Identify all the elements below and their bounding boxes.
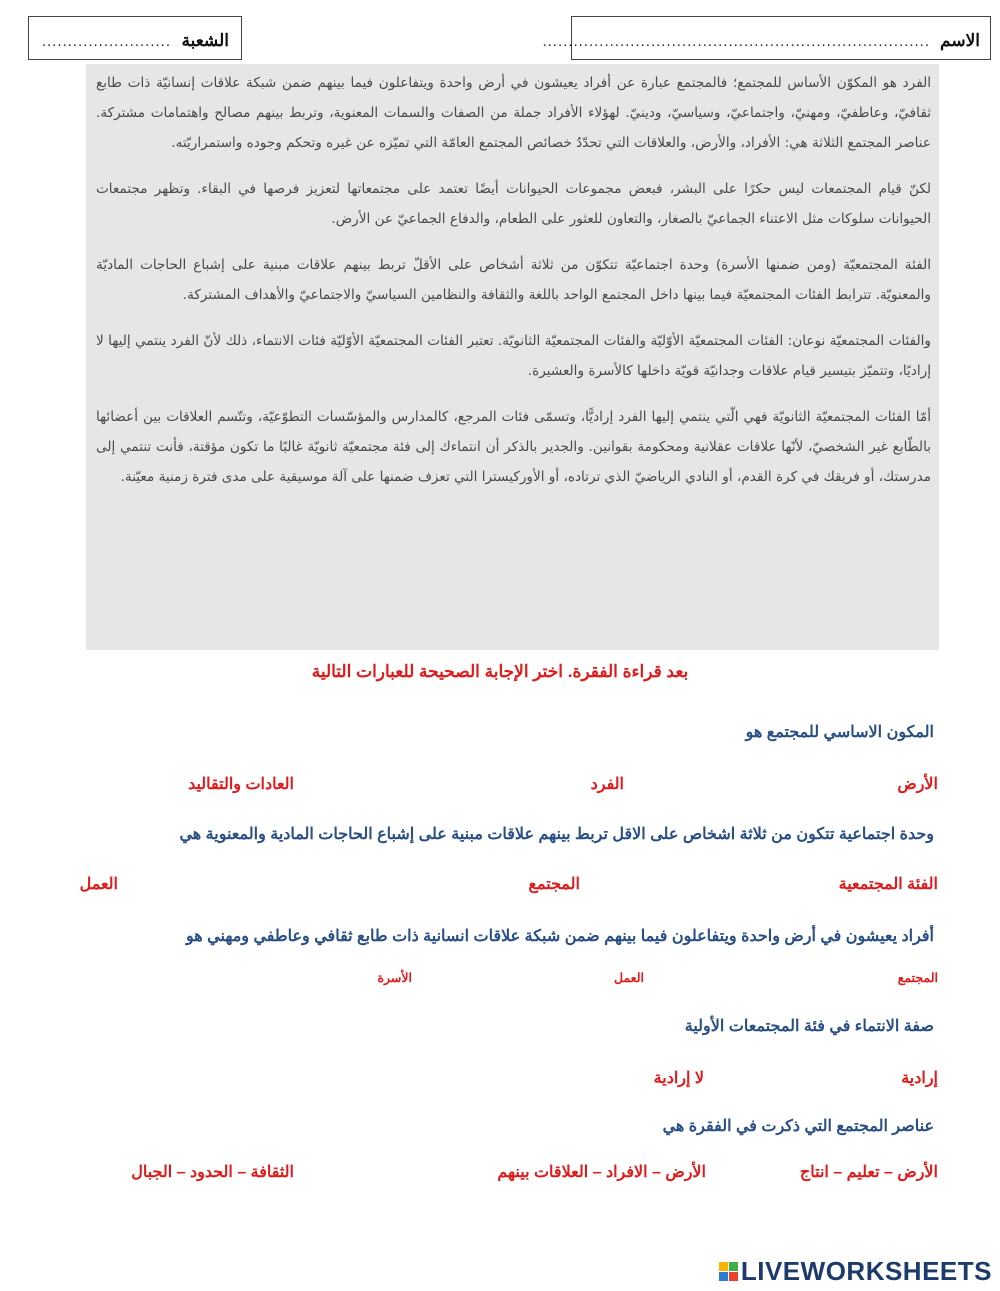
- q2-option-3[interactable]: العمل: [79, 876, 118, 893]
- question-2: وحدة اجتماعية تتكون من ثلاثة اشخاص على الاقل تربط بينهم علاقات مبنية على إشباع الحاجات المادية والمعنوية هي: [179, 826, 934, 843]
- q4-option-2[interactable]: لا إرادية: [653, 1070, 704, 1087]
- passage-paragraph: لكنّ قيام المجتمعات ليس حكرًا على البشر، فبعض مجموعات الحيوانات أيضًا تعتمد على مجتمعاتها لتعزيز فرصها في البقاء. وتظهر مجتمعات الحيوانات سلوكات مثل الاعتناء الجماعيّ بالصغار، والتعاون للعثور على الطعام، والدفاع الجماعيّ عن الأرض.: [96, 181, 931, 227]
- question-4: صفة الانتماء في فئة المجتمعات الأولية: [684, 1018, 934, 1035]
- passage-paragraph: الفئة المجتمعيّة (ومن ضمنها الأسرة) وحدة اجتماعيّة تتكوّن من ثلاثة أشخاص على الأقلّ تربط بينهم علاقات مبنية على إشباع الحاجات الماديّة والمعنويّة. تترابط الفئات المجتمعيّة فيما بينها داخل المجتمع الواحد باللغة والثقافة والنظامين السياسيّ والاجتماعيّ والأهداف المشتركة.: [96, 257, 931, 303]
- passage-paragraph: أمّا الفئات المجتمعيّة الثانويّة فهي الّتي ينتمي إليها الفرد إراديًّا، وتسمّى فئات المرجع، كالمدارس والمؤسّسات التطوّعيّة، وتتّسم العلاقات بين أعضائها بالطّابع غير الشخصيّ، لأنّها علاقات عقلانية ومحكومة بقوانين. والجدير بالذكر أن انتماءك إلى فئة مجتمعيّة ثانويّة غالبًا ما تكون مؤقتة، فأنت تنتمي إلى مدرستك، أو فريقك في كرة القدم، أو النادي الرياضيّ الذي ترتاده، أو الأوركيسترا التي تعزف ضمنها على آلة موسيقية على مدى فترة زمنية معيّنة.: [96, 409, 931, 485]
- q2-option-2[interactable]: المجتمع: [528, 876, 580, 893]
- passage-paragraph: الفرد هو المكوّن الأساس للمجتمع؛ فالمجتمع عبارة عن أفراد يعيشون في أرض واحدة ويتفاعلون فيما بينهم ضمن شبكة علاقات إنسانيّة ذات طابع ثقافيّ، وعاطفيّ، ومهنيّ، واجتماعيّ، وسياسيّ، ودينيّ. لهؤلاء الأفراد جملة من الصفات والسمات المعنوية، وتربط بينهم مصالح واهتمامات مشتركة. عناصر المجتمع الثلاثة هي: الأفراد، والأرض، والعلاقات التي تحدّدُ خصائص المجتمع العامّة التي تميّزه عن غيره وتحكم وجوده واستمراريّته.: [96, 75, 931, 151]
- name-label: الاسم: [940, 31, 980, 50]
- section-label: الشعبة: [181, 31, 229, 50]
- name-blank[interactable]: ...........................................................................: [542, 33, 930, 50]
- q3-option-2[interactable]: العمل: [613, 971, 644, 985]
- question-3: أفراد يعيشون في أرض واحدة ويتفاعلون فيما بينهم ضمن شبكة علاقات انسانية ذات طابع ثقافي وعاطفي ومهني هو: [186, 928, 934, 945]
- q2-option-1[interactable]: الفئة المجتمعية: [838, 876, 938, 893]
- question-5: عناصر المجتمع التي ذكرت في الفقرة هي: [662, 1118, 934, 1135]
- instruction-heading: بعد قراءة الفقرة. اختر الإجابة الصحيحة للعبارات التالية: [311, 662, 689, 681]
- q1-option-2[interactable]: الفرد: [590, 776, 624, 793]
- q3-option-3[interactable]: الأسرة: [377, 971, 412, 985]
- q5-option-1[interactable]: الأرض – تعليم – انتاج: [799, 1164, 938, 1181]
- q5-option-3[interactable]: الثقافة – الحدود – الجبال: [131, 1164, 294, 1181]
- q5-option-2[interactable]: الأرض – الافراد – العلاقات بينهم: [497, 1164, 706, 1181]
- q1-option-1[interactable]: الأرض: [897, 776, 938, 793]
- q4-option-1[interactable]: إرادية: [901, 1070, 938, 1087]
- question-1: المكون الاساسي للمجتمع هو: [745, 724, 934, 741]
- liveworksheets-logo: [719, 1256, 992, 1287]
- reading-passage: [86, 64, 939, 650]
- liveworksheets-logo-icon: [719, 1262, 738, 1281]
- section-field[interactable]: [28, 16, 242, 60]
- q3-option-1[interactable]: المجتمع: [897, 971, 938, 985]
- brand-text: LIVEWORKSHEETS: [740, 1256, 992, 1286]
- name-field[interactable]: [542, 16, 991, 60]
- section-blank[interactable]: .........................: [41, 33, 171, 50]
- q1-option-3[interactable]: العادات والتقاليد: [188, 776, 294, 793]
- passage-paragraph: والفئات المجتمعيّة نوعان: الفئات المجتمعيّة الأوّليّة والفئات المجتمعيّة الثانويّة. تعتبر الفئات المجتمعيّة الأوّليّة فئات الانتماء، ذلك لأنّ الفرد ينتمي إليها لا إراديًا، وتتميّز بتيسير قيام علاقات وجدانيّة قويّة داخلها كالأسرة والعشيرة.: [96, 333, 931, 379]
